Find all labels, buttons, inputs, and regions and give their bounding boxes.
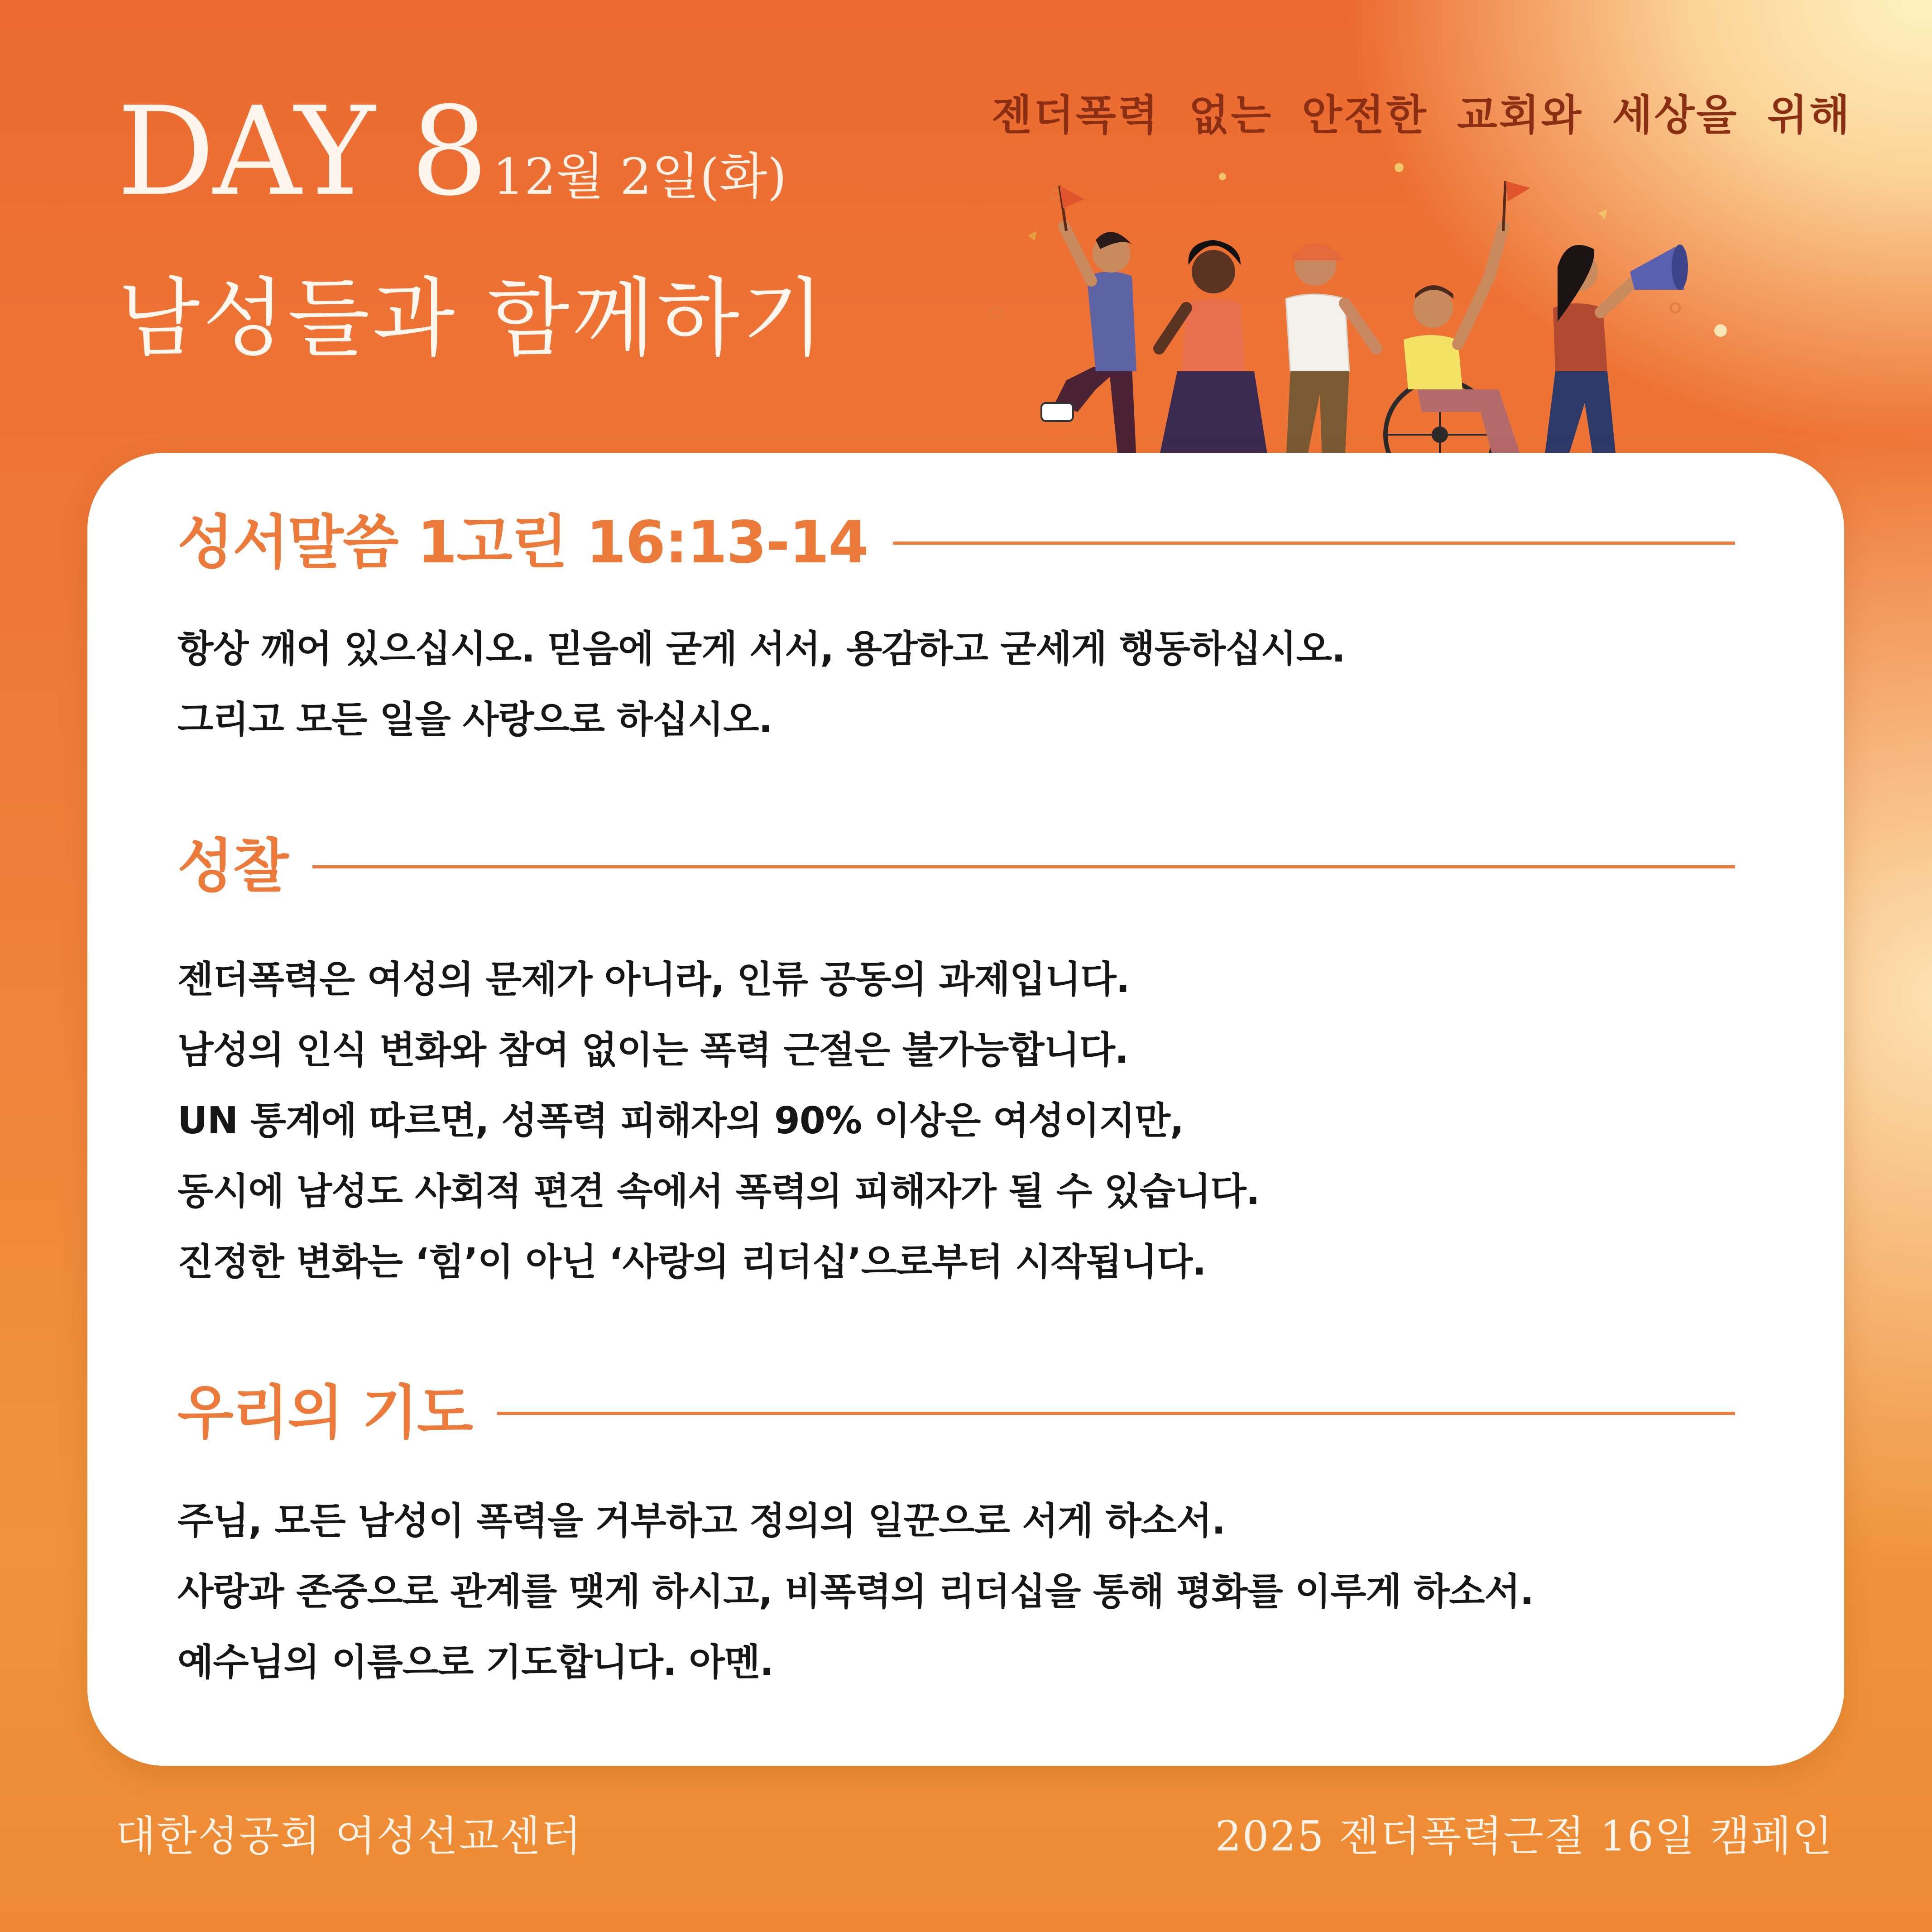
prayer-line: 주님, 모든 남성이 폭력을 거부하고 정의의 일꾼으로 서게 하소서. (177, 1500, 1226, 1543)
prayer-line: 사랑과 존중으로 관계를 맺게 하시고, 비폭력의 리더십을 통해 평화를 이루게 하소서. (177, 1570, 1534, 1613)
prayer-line: 예수님의 이름으로 기도합니다. 아멘. (177, 1641, 774, 1684)
page-title: 남성들과 함께하기 (118, 269, 827, 368)
reflection-heading-row (177, 833, 1735, 900)
reflection-line: 젠더폭력은 여성의 문제가 아니라, 인류 공동의 과제입니다. (177, 958, 1130, 1001)
divider (312, 865, 1735, 868)
divider (893, 542, 1735, 545)
reflection-line: 동시에 남성도 사회적 편견 속에서 폭력의 피해자가 될 수 있습니다. (177, 1170, 1260, 1213)
reflection-line: UN 통계에 따르면, 성폭력 피해자의 90% 이상은 여성이지만, (177, 1099, 1184, 1142)
campaign-name: 2025 젠더폭력근절 16일 캠페인 (1215, 1812, 1833, 1860)
campaign-slogan: 젠더폭력 없는 안전한 교회와 세상을 위해 (992, 91, 1851, 139)
date-label: 12월 2일(화) (493, 148, 787, 206)
prayer-text (177, 1486, 1534, 1698)
prayer-heading: 우리의 기도 (177, 1379, 472, 1447)
scripture-heading: 성서말씀 1고린 16:13-14 (177, 509, 868, 576)
scripture-heading-row (177, 509, 1735, 576)
reflection-text (177, 944, 1260, 1298)
prayer-heading-row (177, 1379, 1735, 1447)
scripture-line: 그리고 모든 일을 사랑으로 하십시오. (177, 698, 772, 741)
divider (497, 1412, 1735, 1415)
reflection-line: 진정한 변화는 ‘힘’이 아닌 ‘사랑의 리더십’으로부터 시작됩니다. (177, 1241, 1206, 1284)
reflection-heading: 성찰 (177, 833, 288, 900)
day-label: DAY 8 (117, 80, 487, 223)
people-marching-illustration (987, 158, 1757, 462)
scripture-text (177, 614, 1345, 755)
scripture-line: 항상 깨어 있으십시오. 믿음에 굳게 서서, 용감하고 굳세게 행동하십시오. (177, 628, 1345, 671)
reflection-line: 남성의 인식 변화와 참여 없이는 폭력 근절은 불가능합니다. (177, 1029, 1129, 1072)
organization-name: 대한성공회 여성선교센터 (115, 1812, 582, 1860)
